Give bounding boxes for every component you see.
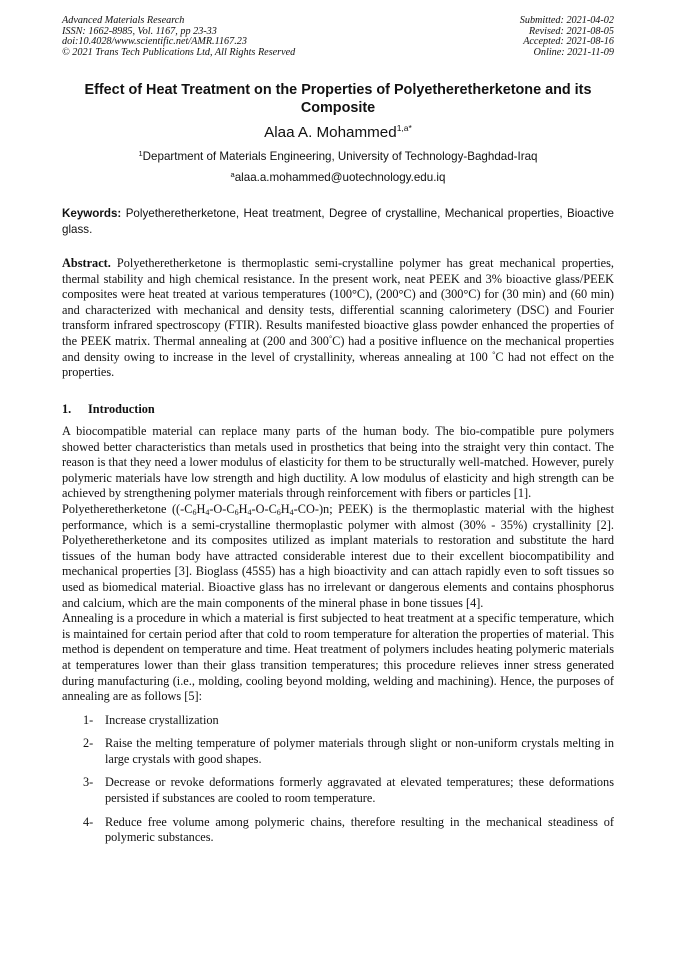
dates-header [520, 16, 614, 58]
issn-line: ISSN: 1662-8985, Vol. 1167, pp 23-33 [62, 25, 217, 37]
paragraph-3: Annealing is a procedure in which a material is first subjected to heat treatment at a specific temperature, which is maintained for certain period after that cold to room temperature for alteration the properties of material. This method is dependent on temperature and time. Heat treatment of polymers includes heating polymeric materials at temperatures lower than their glass transition temperatures; this procedure relieves inner stress generated during manufacturing (i.e., molding, cooling beyond molding, welding and machining). Hence, the purposes of annealing are as follows [5]: [62, 611, 614, 704]
list-item-text: Increase crystallization [105, 712, 219, 727]
revised-date: Revised: 2021-08-05 [528, 25, 614, 37]
abstract [62, 256, 614, 381]
subscript: 6 [234, 507, 239, 517]
abstract-text-1: Polyetheretherketone is thermoplastic semi-crystalline polymer has great mechanical properties, thermal stability and high chemical resistance. In the present work, neat PEEK and 3% bioactive glass/PEEK composites were heat treated at various temperatures (100°C), (200°C) and (300°C) for (30 min) and (60 min) and characterized with mechanical and density tests, differential scanning calorimetery (DSC) and Fourier transform infrared spectroscopy (FTIR). Results manifested bioactive glass powder enhanced the properties of the PEEK matrix. Thermal annealing at (200 and 300 [62, 256, 614, 348]
list-item [62, 736, 614, 767]
subscript: 4 [247, 507, 252, 517]
author-email [62, 170, 614, 184]
list-item-text: Reduce free volume among polymeric chains, therefore resulting in the mechanical steadiness of polymeric substances. [105, 814, 614, 845]
abstract-text-2: C) had a positive influence on the mechanical properties and density owing to increase in the level of crystallinity, whereas annealing at 100 [62, 333, 614, 364]
email-text: alaa.a.mohammed@uotechnology.edu.iq [234, 171, 446, 184]
submitted-date: Submitted: 2021-04-02 [519, 15, 614, 26]
formula-part: Polyetheretherketone ((-C [62, 501, 193, 516]
copyright-line: © 2021 Trans Tech Publications Ltd, All Rights Reserved [62, 46, 296, 58]
paragraph-1: A biocompatible material can replace many parts of the human body. The bio-compatible pure polymers showed better characteristics than metals used in prosthetics that being into the straight very thin contact. The reason is that they need a lower modulus of elasticity for them to be structurally well-matched. However, purely polymeric materials have low strength and high ductility. A low modulus of elasticity and high strength can be achieved by strengthening polymer materials through reinforcement with fibers or particles [1]. [62, 424, 614, 501]
subscript: 4 [205, 507, 210, 517]
keywords [62, 206, 614, 237]
author-line [62, 123, 614, 141]
list-item [62, 713, 614, 729]
subscript: 4 [289, 507, 294, 517]
author-marks: 1,a* [396, 123, 412, 133]
doi-line: doi:10.4028/www.scientific.net/AMR.1167.23 [62, 36, 247, 48]
list-marker: 2- [83, 736, 94, 751]
keywords-text: Polyetheretherketone, Heat treatment, Degree of crystalline, Mechanical properties, Bioactive glass. [62, 207, 614, 236]
list-item-text: Decrease or revoke deformations formerly aggravated at elevated temperatures; these deformations persisted if substances are cooled to room temperature. [105, 775, 614, 806]
paragraph-2 [62, 502, 614, 611]
formula-part: H [280, 501, 290, 516]
formula-part: -O-C [251, 501, 277, 516]
list-marker: 3- [83, 775, 94, 790]
formula-part: -O-C [209, 501, 235, 516]
introduction-body [62, 424, 614, 854]
paragraph-2-text: -CO-)n; PEEK) is the thermoplastic material with the highest performance, which is a semi-crystalline thermoplastic polymer with almost (30% - 35%) crystallinity [2]. Polyetheretherketone and its composites utilized as implant materials to restoration and substitute the hard tissues of the human body have attracted considerable interest due to their excellent biocompatibility and mechanical properties [3]. Bioglass (45S5) has a high bioactivity and can attach rapidly even to soft tissues so used as biomedical material. Bioactive glass has no irrelevant or dangerous elements and contains phosphorus and calcium, which are the main components of the mineral phase in bone tissues [4]. [62, 501, 614, 610]
section-title: Introduction [88, 402, 155, 416]
journal-name: Advanced Materials Research [62, 15, 185, 26]
online-date: Online: 2021-11-09 [533, 46, 614, 58]
accepted-date: Accepted: 2021-08-16 [523, 36, 614, 48]
author-name: Alaa A. Mohammed [264, 124, 397, 141]
paper-title: Effect of Heat Treatment on the Properties of Polyetheretherketone and its Composite [84, 82, 592, 116]
list-item-text: Raise the melting temperature of polymer materials through slight or non-uniform crystals melting in large crystals with good shapes. [105, 736, 614, 766]
list-marker: 4- [83, 814, 94, 829]
keywords-label: Keywords: [62, 207, 122, 220]
affiliation [62, 149, 614, 163]
email-mark: a [230, 170, 235, 179]
journal-header [62, 16, 295, 58]
list-marker: 1- [83, 712, 94, 727]
subscript: 6 [192, 507, 197, 517]
section-heading [62, 402, 155, 417]
formula-part: H [196, 501, 206, 516]
annealing-purposes-list [62, 713, 614, 846]
subscript: 6 [276, 507, 281, 517]
list-item [62, 815, 614, 846]
affiliation-mark: 1 [138, 149, 143, 158]
list-item [62, 775, 614, 806]
abstract-text-3: C had not effect on the properties. [62, 349, 614, 380]
formula-part: H [238, 501, 248, 516]
section-number: 1. [62, 402, 72, 416]
affiliation-text: Department of Materials Engineering, University of Technology-Baghdad-Iraq [142, 150, 538, 163]
degree-sign: ° [492, 349, 496, 359]
abstract-label: Abstract. [62, 256, 111, 270]
degree-sign: ° [328, 333, 333, 343]
